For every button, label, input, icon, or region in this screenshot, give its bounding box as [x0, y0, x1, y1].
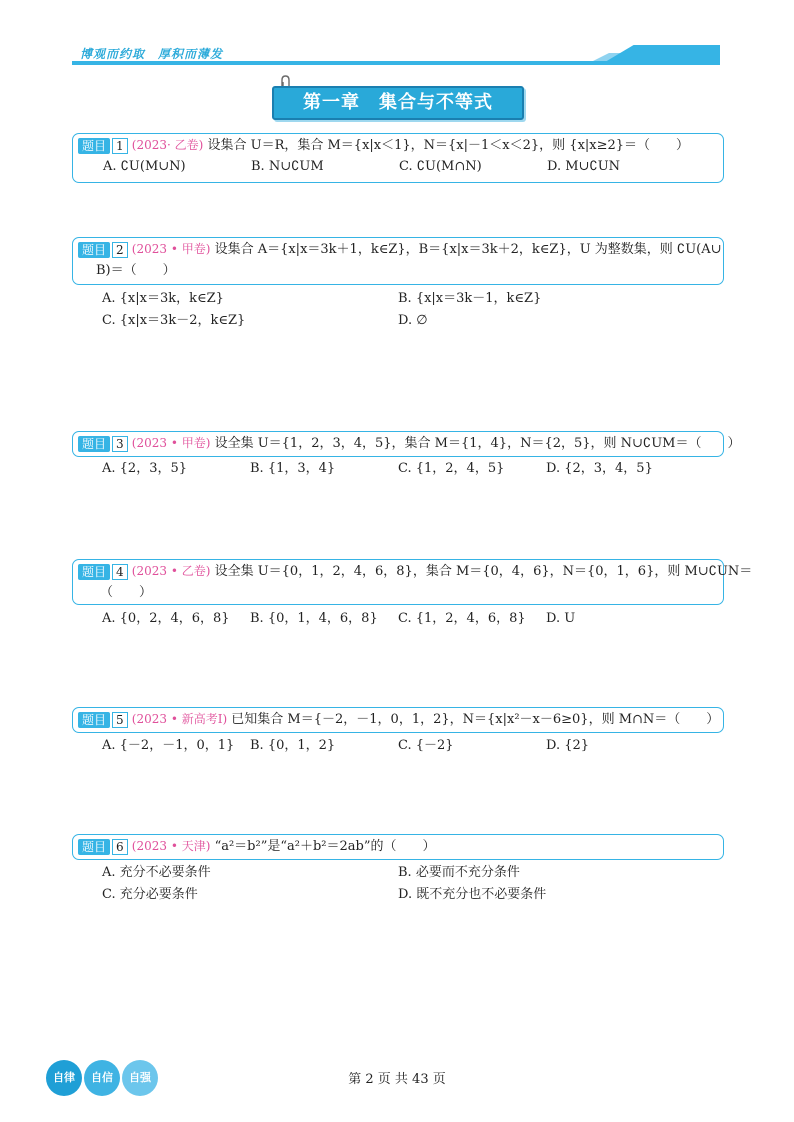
question-number: 5 [112, 712, 128, 728]
motto-pill-2: 自信 [84, 1060, 120, 1096]
question-stem: 设全集 U＝{0，1，2，4，6，8}，集合 M＝{0，4，6}，N＝{0，1，6}，则 M∪∁UN＝ [214, 564, 753, 579]
question-stem: 设集合 U＝R，集合 M＝{x|x＜1}，N＝{x|－1＜x＜2}，则 {x|x≥2}＝（ ） [207, 138, 690, 153]
question-stem: 已知集合 M＝{－2，－1，0，1，2}，N＝{x|x²－x－6≥0}，则 M∩N＝（ ） [231, 712, 720, 727]
question-tag: 题目 [78, 564, 110, 580]
question-number: 1 [112, 138, 128, 154]
motto-pill-3: 自强 [122, 1060, 158, 1096]
option-b: B. {0，1，4，6，8} [250, 611, 378, 626]
option-b: B. {0，1，2} [250, 738, 336, 753]
option-c: C. 充分必要条件 [102, 887, 198, 902]
option-a: A. 充分不必要条件 [102, 865, 211, 880]
question-box-5 [72, 707, 724, 733]
question-tag: 题目 [78, 242, 110, 258]
question-box-6 [72, 834, 724, 860]
question-stem: 设集合 A＝{x|x＝3k＋1，k∈Z}，B＝{x|x＝3k＋2，k∈Z}，U 为整数集，则 ∁U(A∪ [214, 242, 722, 257]
question-stem: “a²＝b²”是“a²＋b²＝2ab”的（ ） [214, 839, 436, 854]
option-a: A. {－2，－1，0，1} [102, 738, 235, 753]
options-5 [102, 735, 702, 757]
question-number: 2 [112, 242, 128, 258]
chapter-title: 第一章 集合与不等式 [272, 86, 524, 120]
question-box-2 [72, 237, 724, 285]
question-source: (2023 • 天津) [131, 839, 211, 853]
option-a: A. ∁U(M∪N) [103, 159, 186, 174]
question-box-1 [72, 133, 724, 183]
option-c: C. ∁U(M∩N) [399, 159, 482, 174]
header-slogan: 博观而约取 厚积而薄发 [80, 47, 224, 61]
option-c: C. {－2} [398, 738, 454, 753]
question-stem: 设全集 U＝{1，2，3，4，5}，集合 M＝{1，4}，N＝{2，5}，则 N∪∁UM＝（ ） [214, 436, 741, 451]
question-number: 4 [112, 564, 128, 580]
question-stem-continued: （ ） [100, 585, 153, 600]
option-b: B. {1，3，4} [250, 461, 336, 476]
question-tag: 题目 [78, 839, 110, 855]
question-tag: 题目 [78, 138, 110, 154]
question-source: (2023 • 甲卷) [131, 242, 211, 256]
question-source: (2023· 乙卷) [131, 138, 204, 152]
question-tag: 题目 [78, 712, 110, 728]
option-c: C. {1，2，4，5} [398, 461, 505, 476]
question-number: 6 [112, 839, 128, 855]
options-3 [102, 458, 702, 480]
header-rule [72, 61, 720, 65]
question-source: (2023 • 甲卷) [131, 436, 211, 450]
question-box-4 [72, 559, 753, 605]
option-c: C. {1，2，4，6，8} [398, 611, 526, 626]
motto-pill-1: 自律 [46, 1060, 82, 1096]
options-4 [102, 608, 702, 630]
option-b: B. N∪∁UM [251, 159, 324, 174]
question-source: (2023 • 新高考Ⅰ) [131, 712, 228, 726]
option-d: D. {2} [546, 738, 590, 753]
question-tag: 题目 [78, 436, 110, 452]
option-d: D. 既不充分也不必要条件 [398, 887, 547, 902]
option-d: D. ∅ [398, 313, 428, 328]
option-d: D. {2，3，4，5} [546, 461, 653, 476]
option-d: D. M∪∁UN [547, 159, 621, 174]
option-b: B. 必要而不充分条件 [398, 865, 520, 880]
options-6 [102, 862, 702, 906]
options-2 [102, 288, 702, 332]
option-b: B. {x|x＝3k－1，k∈Z} [398, 291, 542, 306]
question-source: (2023 • 乙卷) [131, 564, 211, 578]
option-a: A. {x|x＝3k，k∈Z} [102, 291, 224, 306]
question-box-3 [72, 431, 741, 457]
question-number: 3 [112, 436, 128, 452]
option-a: A. {0，2，4，6，8} [102, 611, 230, 626]
page-number: 第 2 页 共 43 页 [348, 1072, 446, 1087]
option-a: A. {2，3，5} [102, 461, 188, 476]
question-stem-continued: B)＝（ ） [96, 263, 176, 278]
option-d: D. U [546, 611, 576, 626]
option-c: C. {x|x＝3k－2，k∈Z} [102, 313, 246, 328]
